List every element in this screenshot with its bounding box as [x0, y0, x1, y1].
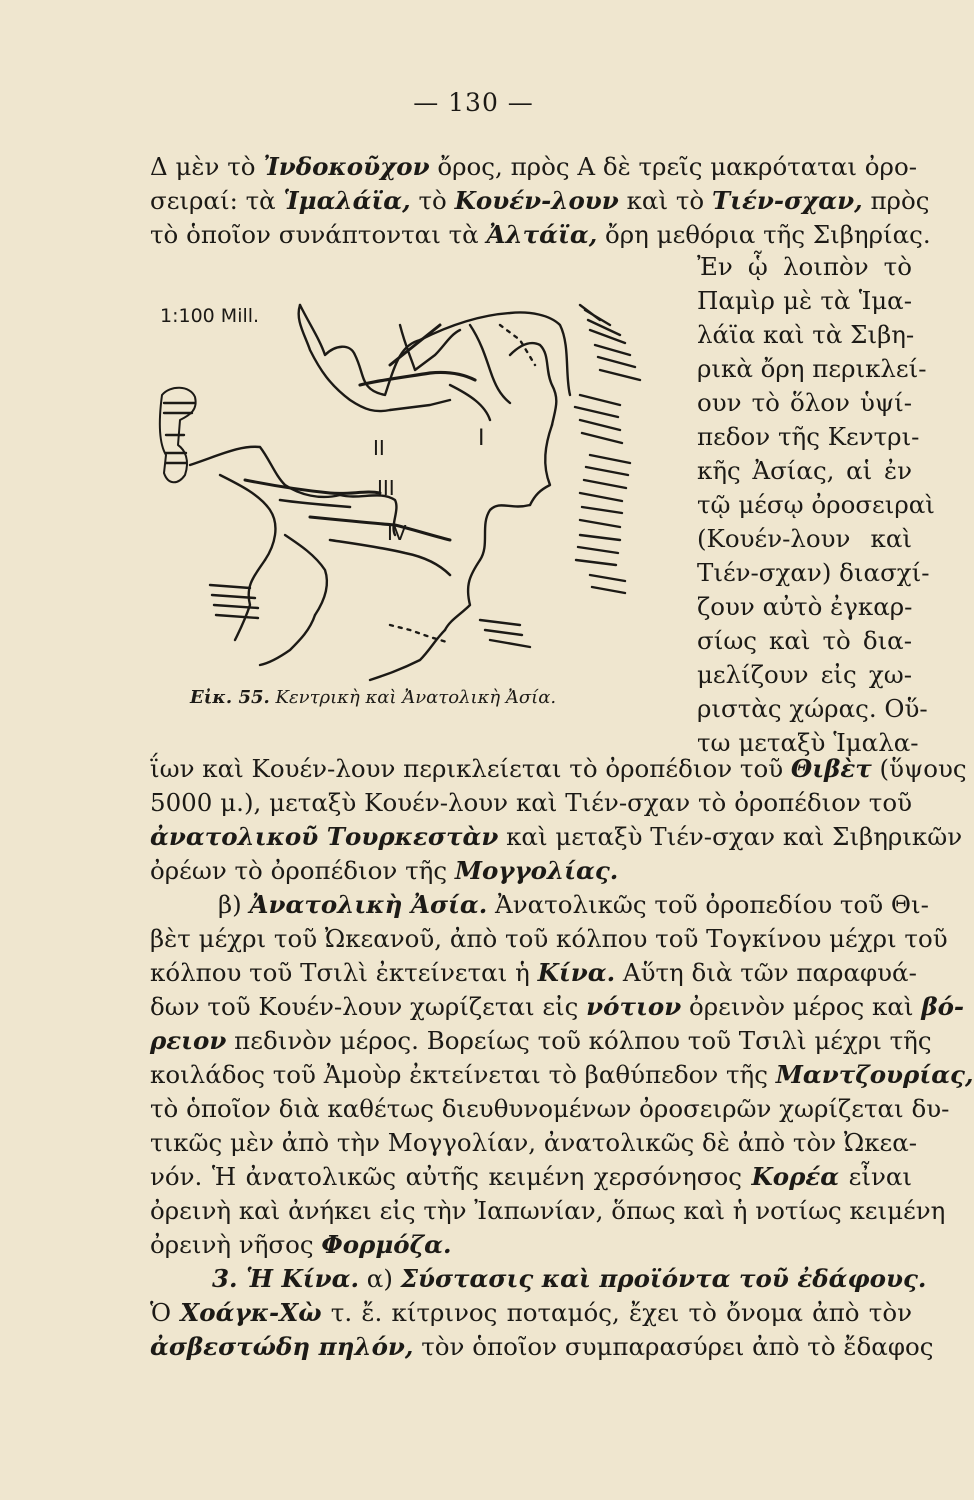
bottom-line: [150, 752, 967, 786]
text-run: 5000 μ.), μεταξὺ Κουέν-λουν καὶ Τιέν-σχαν τὸ ὀροπέδιον τοῦ: [150, 788, 912, 817]
bottom-line: [150, 888, 929, 922]
figure-caption: [190, 687, 556, 708]
side-line: πεδον τῆς Κεντρι-: [697, 422, 920, 451]
side-line: μελίζουν εἰς χω-: [697, 660, 912, 689]
emphasized-term: Κίνα.: [537, 958, 616, 987]
emphasized-term: Μογγολίας.: [454, 856, 619, 885]
emphasized-term: Θιβὲτ: [790, 754, 872, 783]
bottom-line: [150, 1058, 974, 1092]
bottom-line: [150, 1024, 932, 1058]
side-line: κῆς Ἀσίας, αἱ ἐν: [697, 456, 912, 485]
region-label-iv: IV: [387, 521, 407, 545]
side-line: λάϊα καὶ τὰ Σιβη-: [697, 320, 915, 349]
bottom-line: [150, 1160, 912, 1194]
bottom-line: [150, 854, 912, 888]
emphasized-term: Κορέα: [751, 1162, 840, 1191]
text-run: Αὕτη διὰ τῶν παραφυά-: [615, 958, 917, 987]
emphasized-term: Κουέν-λουν: [454, 186, 619, 215]
emphasized-term: Ἀνατολικὴ Ἀσία.: [249, 890, 488, 919]
side-line: Ἐν ᾧ λοιπὸν τὸ: [697, 252, 912, 281]
text-run: κόλπου τοῦ Τσιλὶ ἐκτείνεται ἡ: [150, 958, 538, 987]
text-run: τ. ἔ. κίτρινος ποταμός, ἔχει τὸ ὄνομα ἀπὸ τὸν: [321, 1298, 912, 1327]
emphasized-term: Ἱμαλάϊα,: [283, 186, 411, 215]
emphasized-term: Ἀλτάϊα,: [486, 220, 598, 249]
bottom-line: [150, 1330, 934, 1364]
region-label-ii: II: [373, 436, 385, 460]
text-run: κοιλάδος τοῦ Ἀμοὺρ ἐκτείνεται τὸ βαθύπεδον τῆς: [150, 1060, 776, 1089]
text-run: τικῶς μὲν ἀπὸ τὴν Μογγολίαν, ἀνατολικῶς δὲ ἀπὸ τὸν Ὠκεα-: [150, 1128, 918, 1157]
text-run: ὀρέων τὸ ὀροπέδιον τῆς: [150, 856, 455, 885]
text-run: Δ μὲν τὸ: [150, 152, 264, 181]
side-line: ζουν αὐτὸ ἐγκαρ-: [697, 592, 913, 621]
region-label-iii: III: [377, 476, 395, 500]
side-line: ρικὰ ὄρη περικλεί-: [697, 354, 927, 383]
bottom-line: [150, 1296, 912, 1330]
side-line: ουν τὸ ὅλον ὑψί-: [697, 388, 912, 417]
page-number: — 130 —: [413, 88, 534, 117]
bottom-line: [150, 956, 917, 990]
emphasized-term: 3. Ἡ Κίνα.: [212, 1264, 359, 1293]
text-run: ΐων καὶ Κουέν-λουν περικλείεται τὸ ὀροπέδιον τοῦ: [150, 754, 791, 783]
emphasized-term: ρειον: [150, 1026, 227, 1055]
figure-map: [150, 285, 690, 715]
text-run: δων τοῦ Κουέν-λουν χωρίζεται εἰς: [150, 992, 587, 1021]
bottom-line: [150, 1262, 927, 1296]
emphasized-term: Φορμόζα.: [321, 1230, 452, 1259]
bottom-line: [150, 820, 963, 854]
top-line: [150, 150, 917, 184]
caption-text: Κεντρικὴ καὶ Ἀνατολικὴ Ἀσία.: [275, 687, 557, 708]
text-run: τὸ: [410, 186, 455, 215]
bottom-line: [150, 922, 948, 956]
text-run: α): [358, 1264, 401, 1293]
side-line: τω μεταξὺ Ἱμαλα-: [697, 728, 919, 757]
text-run: τὸν ὁποῖον συμπαρασύρει ἀπὸ τὸ ἔδαφος: [413, 1332, 934, 1361]
map-scale: 1:100 Mill.: [160, 305, 260, 327]
text-run: καὶ τὸ: [618, 186, 712, 215]
emphasized-term: Χοάγκ-Χὼ: [180, 1298, 322, 1327]
bottom-line: [150, 990, 965, 1024]
text-run: ὀρεινὸν μέρος καὶ: [681, 992, 922, 1021]
text-run: Ὁ: [150, 1298, 181, 1327]
emphasized-term: Σύστασις καὶ προϊόντα τοῦ ἐδάφους.: [400, 1264, 927, 1293]
emphasized-term: Μαντζουρίας,: [775, 1060, 974, 1089]
side-line: τῷ μέσῳ ὀροσειραὶ: [697, 490, 935, 519]
top-line: [150, 218, 931, 252]
emphasized-term: Τιέν-σχαν,: [711, 186, 863, 215]
bottom-line: [150, 786, 912, 820]
text-run: καὶ μεταξὺ Τιέν-σχαν καὶ Σιβηρικῶν: [498, 822, 963, 851]
side-line: (Κουέν-λουν καὶ: [697, 524, 912, 553]
map-drawing: [150, 285, 690, 685]
text-run: ὀρεινὴ καὶ ἀνήκει εἰς τὴν Ἰαπωνίαν, ὅπως καὶ ἡ νοτίως κειμένη: [150, 1196, 946, 1225]
side-line: σίως καὶ τὸ δια-: [697, 626, 912, 655]
text-run: εἶναι: [839, 1162, 913, 1191]
side-line: Παμὶρ μὲ τὰ Ἱμα-: [697, 286, 912, 315]
region-label-i: I: [478, 426, 485, 451]
bottom-line: [150, 1228, 912, 1262]
text-run: σειραί: τὰ: [150, 186, 284, 215]
text-run: ὄρος, πρὸς Α δὲ τρεῖς μακρόταται ὀρο-: [429, 152, 917, 181]
caption-figure-number: Εἰκ. 55.: [190, 687, 270, 708]
emphasized-term: Ἰνδοκοῦχον: [263, 152, 430, 181]
emphasized-term: ἀνατολικοῦ Τουρκεστὰν: [150, 822, 499, 851]
text-run: πρὸς: [862, 186, 930, 215]
emphasized-term: νότιον: [586, 992, 682, 1021]
top-line: [150, 184, 930, 218]
text-run: νόν. Ἡ ἀνατολικῶς αὐτῆς κειμένη χερσόνησος: [150, 1162, 752, 1191]
text-run: β): [218, 890, 250, 919]
text-run: ὀρεινὴ νῆσος: [150, 1230, 322, 1259]
bottom-line: [150, 1092, 950, 1126]
emphasized-term: βό-: [921, 992, 965, 1021]
side-line: Τιέν-σχαν) διασχί-: [697, 558, 930, 587]
emphasized-term: ἀσβεστώδη πηλόν,: [150, 1332, 414, 1361]
text-run: Ἀνατολικῶς τοῦ ὀροπεδίου τοῦ Θι-: [487, 890, 929, 919]
side-line: ριστὰς χώρας. Οὕ-: [697, 694, 928, 723]
text-run: ὄρη μεθόρια τῆς Σιβηρίας.: [597, 220, 931, 249]
bottom-line: [150, 1126, 918, 1160]
text-run: τὸ ὁποῖον συνάπτονται τὰ: [150, 220, 487, 249]
text-run: πεδινὸν μέρος. Βορείως τοῦ κόλπου τοῦ Τσιλὶ μέχρι τῆς: [226, 1026, 932, 1055]
text-run: (ὕψους: [871, 754, 967, 783]
text-run: βὲτ μέχρι τοῦ Ὠκεανοῦ, ἀπὸ τοῦ κόλπου τοῦ Τογκίνου μέχρι τοῦ: [150, 924, 948, 953]
text-run: τὸ ὁποῖον διὰ καθέτως διευθυνομένων ὀροσειρῶν χωρίζεται δυ-: [150, 1094, 950, 1123]
bottom-line: [150, 1194, 946, 1228]
